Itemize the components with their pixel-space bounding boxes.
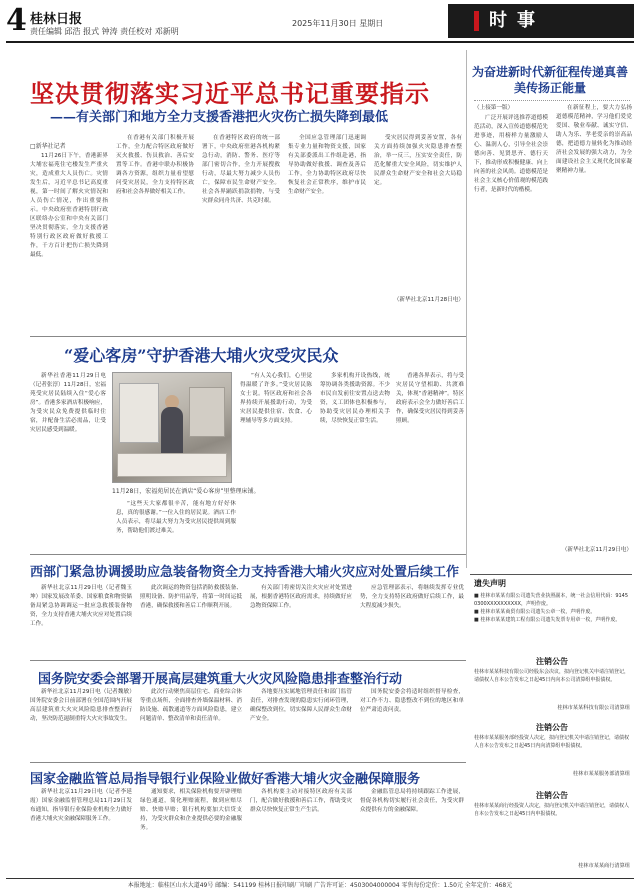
divider-rule-1	[30, 336, 466, 337]
lost-notice-item: ■ 桂林市某某有限公司遗失营业执照副本，统一社会信用代码：91450300XXXXXXXXXX，声明作废。	[474, 593, 629, 607]
lost-notice-item: ■ 桂林市某某建筑工程有限公司遗失发票专用章一枚，声明作废。	[474, 617, 621, 623]
photo-caption: 11月28日，宏福苑居民在酒店“爱心客房”里整理床铺。	[112, 488, 260, 495]
sidebar-intro: （上接第一版）	[474, 105, 514, 111]
cancel-notice-3-heading: 注销公告	[536, 790, 568, 800]
cancel-notice-1-heading: 注销公告	[536, 656, 568, 666]
lost-notice-item: ■ 桂林市某某商贸有限公司遗失公章一枚，声明作废。	[474, 609, 596, 615]
story5-text-1: 新华社北京11月29日电（记者李延霞）国家金融监督管理总局11月29日发布通知，指导银行业保险业机构全力做好香港大埔火灾金融保障服务工作。	[30, 789, 132, 822]
lead-text-5: 受灾居民得到妥善安置，各有关方面持续加强火灾隐患排查整治，举一反三，压实安全责任，防范化解重大安全风险，切实维护人民群众生命财产安全和社会大局稳定。	[374, 135, 462, 186]
masthead-rule	[6, 41, 634, 43]
lead-text-4: 全国应急管理部门迅速调集专业力量和物资支援，国家有关部委派出工作组赴港，指导协助做好救援、调查及善后工作，全力协助特区政府尽快恢复社会正常秩序，维护市民生命财产安全。	[288, 135, 366, 195]
story2-text-3: “有人关心我们，心里觉得温暖了许多。”受灾居民陈女士说。特区政府和社会各界持续开展援助行动，为受灾居民提供住宿、饮食、心理辅导等多方面支持。	[240, 373, 312, 424]
lead-column-2	[116, 134, 194, 332]
story2-column-2	[116, 500, 236, 550]
story4-headline: 国务院安委会部署开展高层建筑重大火灾风险隐患排查整治行动	[38, 672, 403, 687]
story2-text-5: 香港各界表示，将与受灾居民守望相助、共渡难关，体现“香港精神”。特区政府表示会全力做好善后工作，确保受灾居民得到妥善照顾。	[396, 373, 464, 424]
cancel-notice-1-signature: 桂林市某某科技有限公司清算组	[557, 705, 630, 711]
divider-rule-4	[30, 762, 466, 763]
story2-column-3	[240, 372, 312, 548]
cancel-notice-3-text: 桂林市某某商行经投资人决定，拟向登记机关申请注销登记，请债权人自本公告发布之日起45日内申报债权。	[474, 803, 630, 817]
sidebar-column-1	[474, 104, 548, 564]
story3-column-3	[250, 584, 352, 656]
story5-column-1	[30, 788, 132, 874]
story3-column-4	[360, 584, 464, 656]
lead-byline: （新华社北京11月28日电）	[393, 297, 464, 303]
cancel-notice-3-signature: 桂林市某某商行清算组	[578, 863, 630, 869]
cancel-notice-2-heading: 注销公告	[536, 722, 568, 732]
issue-date: 2025年11月30日 星期日	[292, 19, 384, 28]
story3-headline: 西部门紧急协调援助应急装备物资全力支持香港大埔火灾应对处置后续工作	[30, 565, 460, 580]
story2-column-4	[320, 372, 390, 548]
sidebar-headline: 为奋进新时代新征程传递真善美传扬正能量	[471, 65, 628, 95]
story2-text-2: “这些天大家都很辛苦，能有地方好好休息，真的很感谢。”一位入住的居民说。酒店工作人员表示，将尽最大努力为受灾居民提供周到服务，帮助他们渡过难关。	[116, 501, 236, 534]
cancel-notice-2-text: 桂林市某某服务部经投资人决定，拟向登记机关申请注销登记，请债权人自本公告发布之日起45日内向清算组申报债权。	[474, 735, 630, 749]
page-number: 4	[6, 3, 27, 38]
story4-text-2: 此次行动聚焦高层住宅、商业综合体等重点场所，全面排查外墙保温材料、消防设施、疏散通道等方面风险隐患，建立问题清单、整改清单和责任清单。	[140, 689, 242, 722]
story2-text-4: 多家机构开设热线，统筹协调各类援助资源。不少市民自发前往安置点送去物资，义工团体也积极参与，协助受灾居民办理相关手续，尽快恢复正常生活。	[320, 373, 390, 424]
lead-column-5	[374, 134, 462, 294]
lead-text-1: 11月26日下午，香港新界大埔宏福苑住宅楼发生严重火灾，造成重大人员伤亡。灾情发生后，习近平总书记高度重视，第一时间了解火灾情况和人员伤亡情况，作出重要指示。中央政府驻香港特别行政区联络办公室和中央有关部门坚决贯彻落实，全力支援香港特别行政区政府做好救援工作，千方百计把伤亡损失降到最低。	[30, 153, 108, 258]
lead-column-3	[202, 134, 280, 332]
story2-column-5	[396, 372, 464, 548]
divider-rule-3	[30, 660, 466, 661]
story2-column-1	[30, 372, 106, 548]
story2-headline: “爱心客房”守护香港大埔火灾受灾民众	[64, 346, 339, 365]
section-tab	[448, 4, 634, 38]
lead-reporter: □新华社记者	[30, 143, 66, 150]
story2-text-1: 新华社香港11月29日电（记者张淳）11月28日，宏福苑受灾居民陆续入住“爱心客房”。香港多家酒店积极响应，为受灾民众免费提供临时住宿，并配备生活必需品，让受灾居民感受到温暖。	[30, 373, 106, 433]
lead-column-4	[288, 134, 366, 332]
divider-rule-2	[30, 554, 466, 555]
story4-column-4	[360, 688, 464, 760]
story5-headline: 国家金融监管总局指导银行业保险业做好香港大埔火灾金融保障服务	[30, 772, 421, 787]
footer-rule	[6, 878, 634, 879]
paper-name: 桂林日报	[30, 12, 83, 27]
footer-info: 本报地址：临桂区山水大道49号 邮编：541199 桂林日报印刷厂印刷 广告许可证：4503004000004 零售每份定价：1.50元 全年定价：468元	[127, 882, 513, 889]
fire-relief-photo	[112, 372, 232, 483]
lead-subheadline: ——有关部门和地方全力支援香港把火灾伤亡损失降到最低	[50, 110, 389, 125]
lost-notice-list	[474, 592, 630, 652]
story4-column-3	[250, 688, 352, 760]
cancel-notice-1-text: 桂林市某某科技有限公司经股东会决议，拟向登记机关申请注销登记，请债权人自本公告发布之日起45日内向本公司清算组申报债权。	[474, 669, 630, 683]
lead-headline: 坚决贯彻落实习近平总书记重要指示	[30, 79, 430, 108]
editor-credits: 责任编辑 邱浩 报式 钟涛 责任校对 邓新明	[30, 27, 179, 36]
cancel-notice-2-signature: 桂林市某某服务部清算组	[572, 771, 630, 777]
column-divider	[466, 50, 467, 568]
masthead	[6, 4, 634, 44]
photo-shelf-shape	[119, 383, 159, 443]
story3-text-1: 新华社北京11月29日电（记者魏玉坤）国家发展改革委、国家粮食和物资储备局紧急协调调运一批应急救援装备物资，全力支持香港大埔火灾应对处置后续工作。	[30, 585, 132, 627]
story3-column-2	[140, 584, 242, 656]
story5-text-2: 通知要求，相关保险机构要开辟理赔绿色通道，简化理赔流程，做到应赔尽赔、快赔早赔；银行机构要加大信贷支持，为受灾群众和企业提供必要的金融服务。	[140, 789, 242, 831]
section-label: 时事	[489, 10, 545, 31]
story4-column-1	[30, 688, 132, 760]
story4-column-2	[140, 688, 242, 760]
lead-text-3: 在香港特区政府的统一部署下，中央政府驻港各机构紧急行动，消防、警务、医疗等部门密切合作，全力开展搜救行动，尽最大努力减少人员伤亡，保障市民生命财产安全。社会各界踊跃捐款捐物，与受灾群众同舟共济、共克时艰。	[202, 135, 280, 204]
photo-cabinet-shape	[189, 387, 225, 437]
story5-text-4: 金融监管总局将持续跟踪工作进展，督促各机构切实履行社会责任，为受灾群众提供有力的金融保障。	[360, 789, 464, 813]
sidebar-text-2: 在新征程上，要大力弘扬道德模范精神，学习他们爱党爱国、敬业奉献、诚实守信、助人为乐、孝老爱亲的崇高品德，把道德力量转化为推动经济社会发展的强大动力，为全面建设社会主义现代化国家凝聚精神力量。	[556, 105, 632, 174]
lead-column-1	[30, 152, 108, 332]
photo-bed-shape	[117, 453, 227, 477]
story3-text-2: 此次调运的物资包括消防救援装备、照明设备、防护用品等，将第一时间运抵香港，确保救援和善后工作顺利开展。	[140, 585, 242, 609]
lost-notice-heading: 遗失声明	[474, 578, 506, 588]
story4-text-3: 各地要压实属地管理责任和部门监管责任，对排查发现的隐患实行闭环管理，确保整改到位，切实保障人民群众生命财产安全。	[250, 689, 352, 722]
story5-text-3: 各机构要主动对接特区政府有关部门，配合做好救援和善后工作，帮助受灾群众尽快恢复正常生产生活。	[250, 789, 352, 813]
lead-text-2: 在香港有关部门积极开展工作，全力配合特区政府做好灭火救援、伤员救治、善后安置等工作。香港中联办积极协调各方资源，组织力量看望慰问受灾居民，全力支持特区政府和社会各界做好相关工作。	[116, 135, 194, 195]
story5-column-4	[360, 788, 464, 874]
story3-column-1	[30, 584, 132, 656]
story3-text-4: 应急管理部表示，将继续发挥专业优势，全力支持特区政府做好后续工作，最大程度减少损失。	[360, 585, 464, 609]
sidebar-column-2	[556, 104, 632, 534]
story4-text-4: 国务院安委会将适时组织督导检查，对工作不力、隐患整改不到位的地区和单位严肃追责问责。	[360, 689, 464, 713]
story3-text-3: 有关部门将密切关注火灾应对处置进展，根据香港特区政府需求，持续做好应急物资保障工作。	[250, 585, 352, 609]
story4-text-1: 新华社北京11月29日电（记者魏敏）国务院安委会日前部署在全国范围内开展高层建筑重大火灾风险隐患排查整治行动，坚决防范遏制重特大火灾事故发生。	[30, 689, 132, 722]
sidebar-text-1: 广泛开展评选推荐道德模范活动，深入宣传道德模范先进事迹，用榜样力量激励人心、温润人心，引导全社会崇德向善、见贤思齐、德行天下，推动形成积极健康、向上向善的社会风尚。道德模范是社会主义核心价值观的模范践行者，是新时代的楷模。	[474, 115, 548, 193]
sidebar-byline: （新华社北京11月29日电）	[561, 547, 632, 553]
section-bar-icon	[474, 11, 479, 31]
story5-column-2	[140, 788, 242, 874]
story5-column-3	[250, 788, 352, 874]
sidebar-rule	[474, 100, 630, 101]
